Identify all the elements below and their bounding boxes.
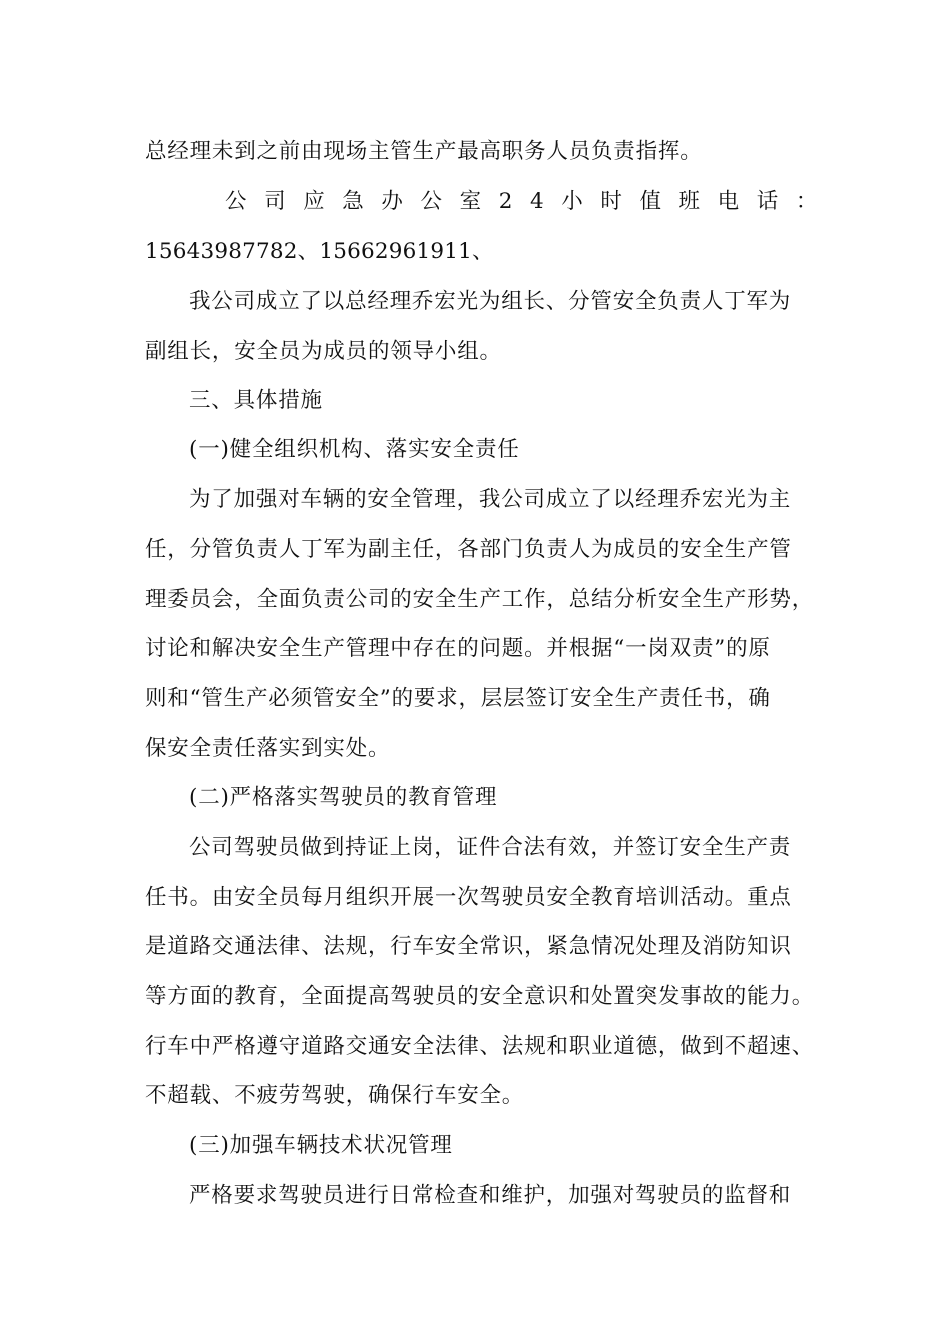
subsection-heading-2: (二)严格落实驾驶员的教育管理 (189, 785, 498, 810)
text-line-16: 任书。由安全员每月组织开展一次驾驶员安全教育培训活动。重点 (145, 885, 792, 910)
hotline-numbers: 15643987782、15662961911、 (145, 239, 494, 264)
hotline-label: 公司应急办公室24小时值班电话： (225, 189, 835, 214)
text-line-1: 总经理未到之前由现场主管生产最高职务人员负责指挥。 (145, 139, 703, 164)
text-line-5: 副组长，安全员为成员的领导小组。 (145, 339, 502, 364)
subsection-heading-1: (一)健全组织机构、落实安全责任 (189, 437, 520, 462)
text-line-15: 公司驾驶员做到持证上岗，证件合法有效，并签订安全生产责 (189, 835, 792, 860)
text-line-13: 保安全责任落实到实处。 (145, 736, 391, 761)
text-line-18: 等方面的教育，全面提高驾驶员的安全意识和处置突发事故的能力。 (145, 984, 815, 1009)
text-line-9: 任，分管负责人丁军为副主任，各部门负责人为成员的安全生产管 (145, 537, 792, 562)
text-line-22: 严格要求驾驶员进行日常检查和维护，加强对驾驶员的监督和 (189, 1183, 792, 1208)
text-line-11: 讨论和解决安全生产管理中存在的问题。并根据“一岗双责”的原 (145, 636, 771, 661)
text-line-8: 为了加强对车辆的安全管理，我公司成立了以经理乔宏光为主 (189, 487, 792, 512)
text-line-10: 理委员会，全面负责公司的安全生产工作，总结分析安全生产形势， (145, 587, 815, 612)
text-line-17: 是道路交通法律、法规，行车安全常识，紧急情况处理及消防知识 (145, 934, 792, 959)
text-line-20: 不超载、不疲劳驾驶，确保行车安全。 (145, 1083, 525, 1108)
text-line-12: 则和“管生产必须管安全”的要求，层层签订安全生产责任书，确 (145, 686, 771, 711)
section-heading: 三、具体措施 (189, 388, 323, 413)
subsection-heading-3: (三)加强车辆技术状况管理 (189, 1133, 453, 1158)
text-line-19: 行车中严格遵守道路交通安全法律、法规和职业道德，做到不超速、 (145, 1034, 815, 1059)
text-line-4: 我公司成立了以总经理乔宏光为组长、分管安全负责人丁军为 (189, 289, 792, 314)
